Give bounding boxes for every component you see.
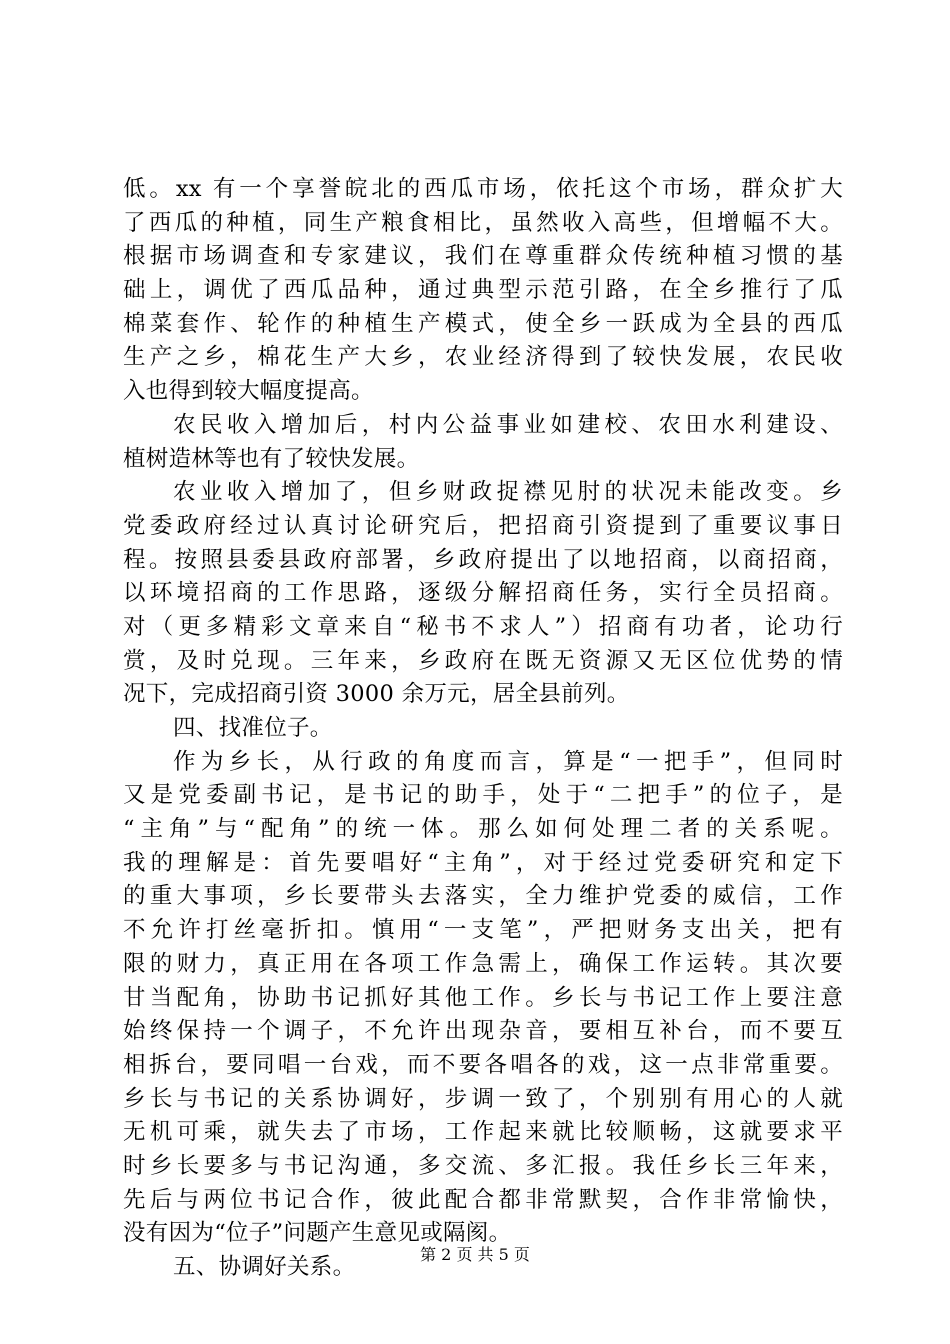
text-line: 根据市场调查和专家建议，我们在尊重群众传统种植习惯的基 [123,243,843,270]
text-line: 不允许打丝毫折扣。慎用“一支笔”，严把财务支出关，把有 [123,917,843,944]
text-line: 以环境招商的工作思路，逐级分解招商任务，实行全员招商。 [123,580,843,607]
text-line: 始终保持一个调子，不允许出现杂音，要相互补台，而不要互 [123,1018,843,1045]
text-line: 入也得到较大幅度提高。 [123,378,374,405]
text-line: 低。xx 有一个享誉皖北的西瓜市场，依托这个市场，群众扩大 [123,176,843,202]
text-line: 又是党委副书记，是书记的助手，处于“二把手”的位子，是 [123,782,843,809]
text-line: 乡长与书记的关系协调好，步调一致了，个别别有用心的人就 [123,1085,843,1112]
section-heading: 五、协调好关系。 [173,1254,356,1280]
text-line: 对（更多精彩文章来自“秘书不求人”）招商有功者，论功行 [123,613,843,640]
text-line: 了西瓜的种植，同生产粮食相比，虽然收入高些，但增幅不大。 [123,209,843,236]
body-text [123,173,843,1285]
paragraph-first-line: 农民收入增加后，村内公益事业如建校、农田水利建设、 [173,411,843,438]
text-line: 没有因为“位子”问题产生意见或隔阂。 [123,1220,512,1247]
text-line: 我的理解是：首先要唱好“主角”，对于经过党委研究和定下 [123,849,843,876]
section-heading: 四、找准位子。 [173,715,333,741]
text-line: 时乡长要多与书记沟通，多交流、多汇报。我任乡长三年来， [123,1152,843,1179]
text-line: 党委政府经过认真讨论研究后，把招商引资提到了重要议事日 [123,512,843,539]
page-number-footer: 第 2 页 共 5 页 [420,1245,530,1264]
text-line: “主角”与“配角”的统一体。那么如何处理二者的关系呢。 [123,816,843,843]
text-line: 植树造林等也有了较快发展。 [123,445,420,472]
text-line: 无机可乘，就失去了市场，工作起来就比较顺畅，这就要求平 [123,1119,843,1146]
text-line: 况下，完成招商引资 3000 余万元，居全县前列。 [123,681,630,708]
text-line: 生产之乡，棉花生产大乡，农业经济得到了较快发展，农民收 [123,344,843,371]
text-line: 先后与两位书记合作，彼此配合都非常默契，合作非常愉快， [123,1186,843,1213]
text-line: 程。按照县委县政府部署，乡政府提出了以地招商，以商招商， [123,546,843,573]
paragraph-first-line: 作为乡长，从行政的角度而言，算是“一把手”，但同时 [173,748,843,775]
text-line: 限的财力，真正用在各项工作急需上，确保工作运转。其次要 [123,950,843,977]
text-line: 相拆台，要同唱一台戏，而不要各唱各的戏，这一点非常重要。 [123,1051,843,1078]
text-line: 础上，调优了西瓜品种，通过典型示范引路，在全乡推行了瓜 [123,277,843,304]
paragraph-first-line: 农业收入增加了，但乡财政捉襟见肘的状况未能改变。乡 [173,479,843,506]
text-line: 的重大事项，乡长要带头去落实，全力维护党委的威信，工作 [123,883,843,910]
text-line: 赏，及时兑现。三年来，乡政府在既无资源又无区位优势的情 [123,647,843,674]
text-line: 甘当配角，协助书记抓好其他工作。乡长与书记工作上要注意 [123,984,843,1011]
text-line: 棉菜套作、轮作的种植生产模式，使全乡一跃成为全县的西瓜 [123,310,843,337]
